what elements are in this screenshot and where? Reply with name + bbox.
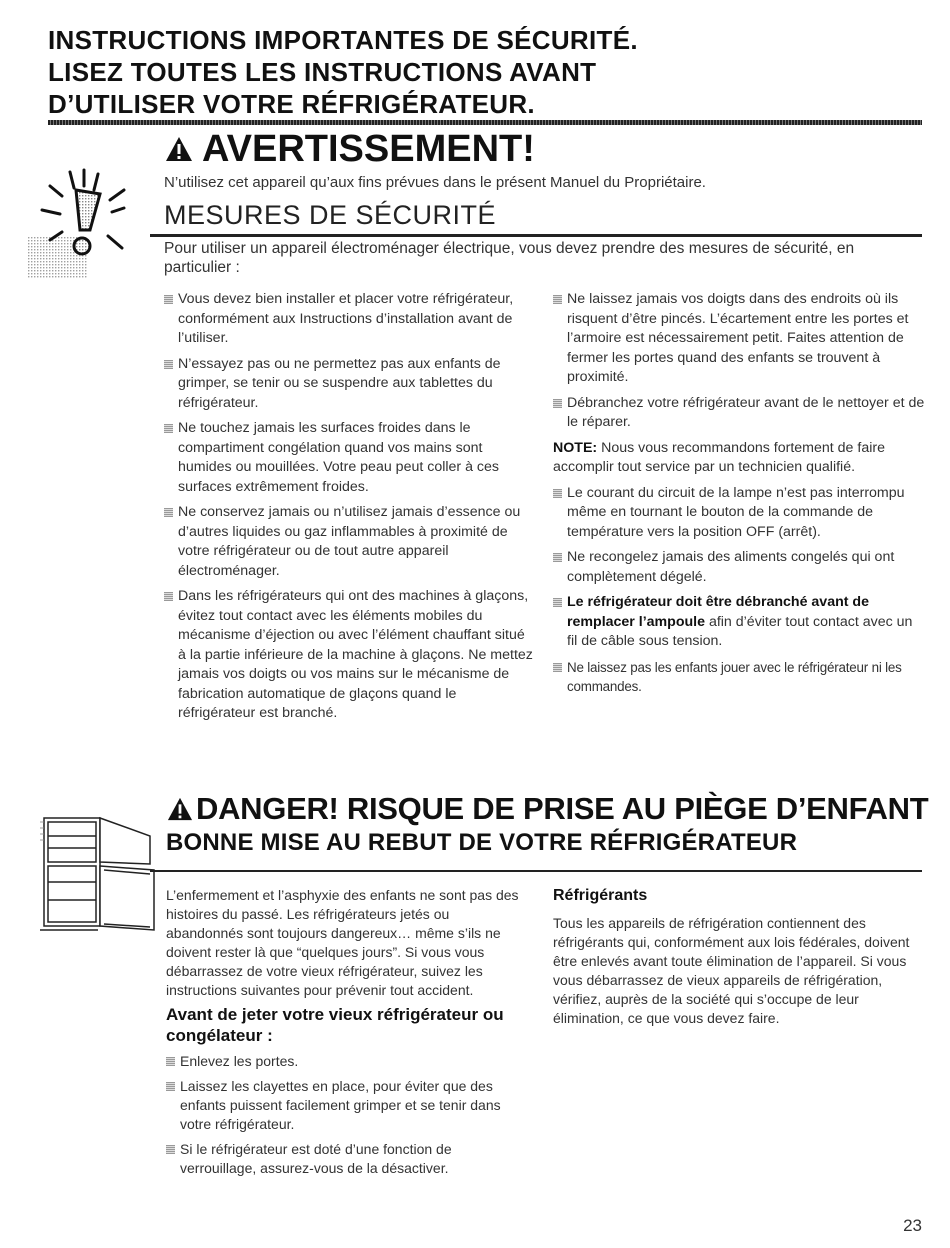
danger-subheading: BONNE MISE AU REBUT DE VOTRE RÉFRIGÉRATEUR: [166, 829, 798, 856]
list-item: Dans les réfrigérateurs qui ont des machines à glaçons, évitez tout contact avec les éléments mobiles du mécanisme d’éjection ou avec l’élément chauffant situé à la partie inférieure de la machine à glaçons. Ne mettez jamais vos doigts ou vos mains sur le mécanisme de fabrication automatique de glaçons quand le réfrigérateur est branché.: [164, 587, 536, 724]
bullet-icon: [164, 295, 173, 304]
warning-heading: [164, 126, 535, 172]
warning-heading-text: AVERTISSEMENT!: [202, 128, 535, 170]
list-item: Vous devez bien installer et placer votre réfrigérateur, conformément aux Instructions d’installation avant de l’utiliser.: [164, 290, 536, 349]
bullet-icon: [164, 424, 173, 433]
list-item: Laissez les clayettes en place, pour éviter que des enfants puissent facilement grimper et se tenir dans votre réfrigérateur.: [166, 1077, 530, 1134]
list-item: Ne touchez jamais les surfaces froides dans le compartiment congélation quand vos mains sont humides ou mouillées. Votre peau peut coller à ces surfaces extrêmement froides.: [164, 419, 536, 497]
list-item: N’essayez pas ou ne permettez pas aux enfants de grimper, se tenir ou se suspendre aux tablettes du réfrigérateur.: [164, 355, 536, 414]
list-item: Ne recongelez jamais des aliments congelés qui ont complètement dégelé.: [553, 548, 925, 587]
list-item: Débranchez votre réfrigérateur avant de le nettoyer et de le réparer.: [553, 394, 925, 433]
bullet-icon: [553, 489, 562, 498]
page-header: [48, 24, 908, 120]
safety-list-left: [164, 290, 536, 730]
bullet-icon: [166, 1145, 175, 1154]
warning-triangle-icon: [164, 135, 194, 163]
open-refrigerator-illustration: [38, 808, 158, 934]
refrigerants-section: [553, 886, 928, 1028]
bullet-icon: [166, 1057, 175, 1066]
bullet-icon: [164, 508, 173, 517]
bullet-icon: [553, 399, 562, 408]
bullet-icon: [553, 295, 562, 304]
safety-list-right: [553, 290, 925, 703]
bullet-icon: [164, 360, 173, 369]
list-item: Ne laissez pas les enfants jouer avec le réfrigérateur ni les commandes.: [553, 658, 925, 697]
danger-heading: [166, 790, 928, 828]
header-line-2: LISEZ TOUTES LES INSTRUCTIONS AVANT: [48, 57, 597, 87]
refrigerants-text: Tous les appareils de réfrigération contiennent des réfrigérants qui, conformément aux lois fédérales, doivent être enlevés avant toute élimination de l’appareil. Si vous vous débarrassez de vieux appareils de réfrigération, vérifiez, auprès de la société qui s’occupe de leur élimination, ce que vous devez faire.: [553, 915, 910, 1026]
list-item: Ne laissez jamais vos doigts dans des endroits où ils risquent d’être pincés. L’écartement entre les portes et l’armoire est nécessairement petit. Faites attention de fermer les portes quand des enfants se trouvent à proximité.: [553, 290, 925, 388]
before-disposal-heading: Avant de jeter votre vieux réfrigérateur ou congélateur :: [166, 1005, 504, 1045]
header-divider: [48, 120, 922, 125]
note-label: NOTE:: [553, 439, 598, 456]
bullet-icon: [553, 553, 562, 562]
service-note: NOTE: Nous vous recommandons fortement de faire accomplir tout service par un technicien qualifié.: [553, 439, 885, 475]
bullet-icon: [166, 1082, 175, 1091]
bullet-icon: [164, 592, 173, 601]
list-item: Le courant du circuit de la lampe n’est pas interrompu même en tournant le bouton de la commande de température vers la position OFF (arrêt).: [553, 484, 925, 543]
danger-divider: [150, 870, 922, 872]
measures-title: MESURES DE SÉCURITÉ: [164, 200, 497, 230]
page-number: 23: [903, 1216, 922, 1235]
bullet-icon: [553, 598, 562, 607]
danger-triangle-icon: [166, 796, 194, 822]
header-line-3: D’UTILISER VOTRE RÉFRIGÉRATEUR.: [48, 89, 535, 119]
list-item: Enlevez les portes.: [166, 1052, 530, 1071]
warning-intro: N’utilisez cet appareil qu’aux fins prévues dans le présent Manuel du Propriétaire.: [164, 174, 706, 191]
refrigerants-heading: Réfrigérants: [553, 887, 648, 904]
list-item: Ne conservez jamais ou n’utilisez jamais d’essence ou d’autres liquides ou gaz inflammables à proximité de votre réfrigérateur ou de tout autre appareil électroménager.: [164, 503, 536, 581]
danger-heading-text: DANGER! RISQUE DE PRISE AU PIÈGE D’ENFANT: [196, 791, 929, 826]
list-item: Le réfrigérateur doit être débranché avant de remplacer l’ampoule afin d’éviter tout contact avec un fil de câble sous tension.: [553, 593, 925, 652]
disposal-instructions: [166, 886, 530, 1184]
measures-divider: [150, 234, 922, 237]
entrapment-paragraph: L’enfermement et l’asphyxie des enfants ne sont pas des histoires du passé. Les réfrigérateurs jetés ou abandonnés sont toujours dangereux… même s’ils ne doivent rester là que “quelques jours”. Si vous vous débarrassez de votre vieux réfrigérateur, suivez les instructions suivantes pour prévenir tout accident.: [166, 887, 519, 998]
warning-exclamation-icon: [28, 168, 160, 278]
list-item: Si le réfrigérateur est doté d’une fonction de verrouillage, assurez-vous de la désactiver.: [166, 1140, 530, 1178]
bullet-icon: [553, 663, 562, 672]
header-line-1: INSTRUCTIONS IMPORTANTES DE SÉCURITÉ.: [48, 25, 638, 55]
measures-intro: Pour utiliser un appareil électroménager électrique, vous devez prendre des mesures de sécurité, en particulier :: [164, 240, 855, 276]
